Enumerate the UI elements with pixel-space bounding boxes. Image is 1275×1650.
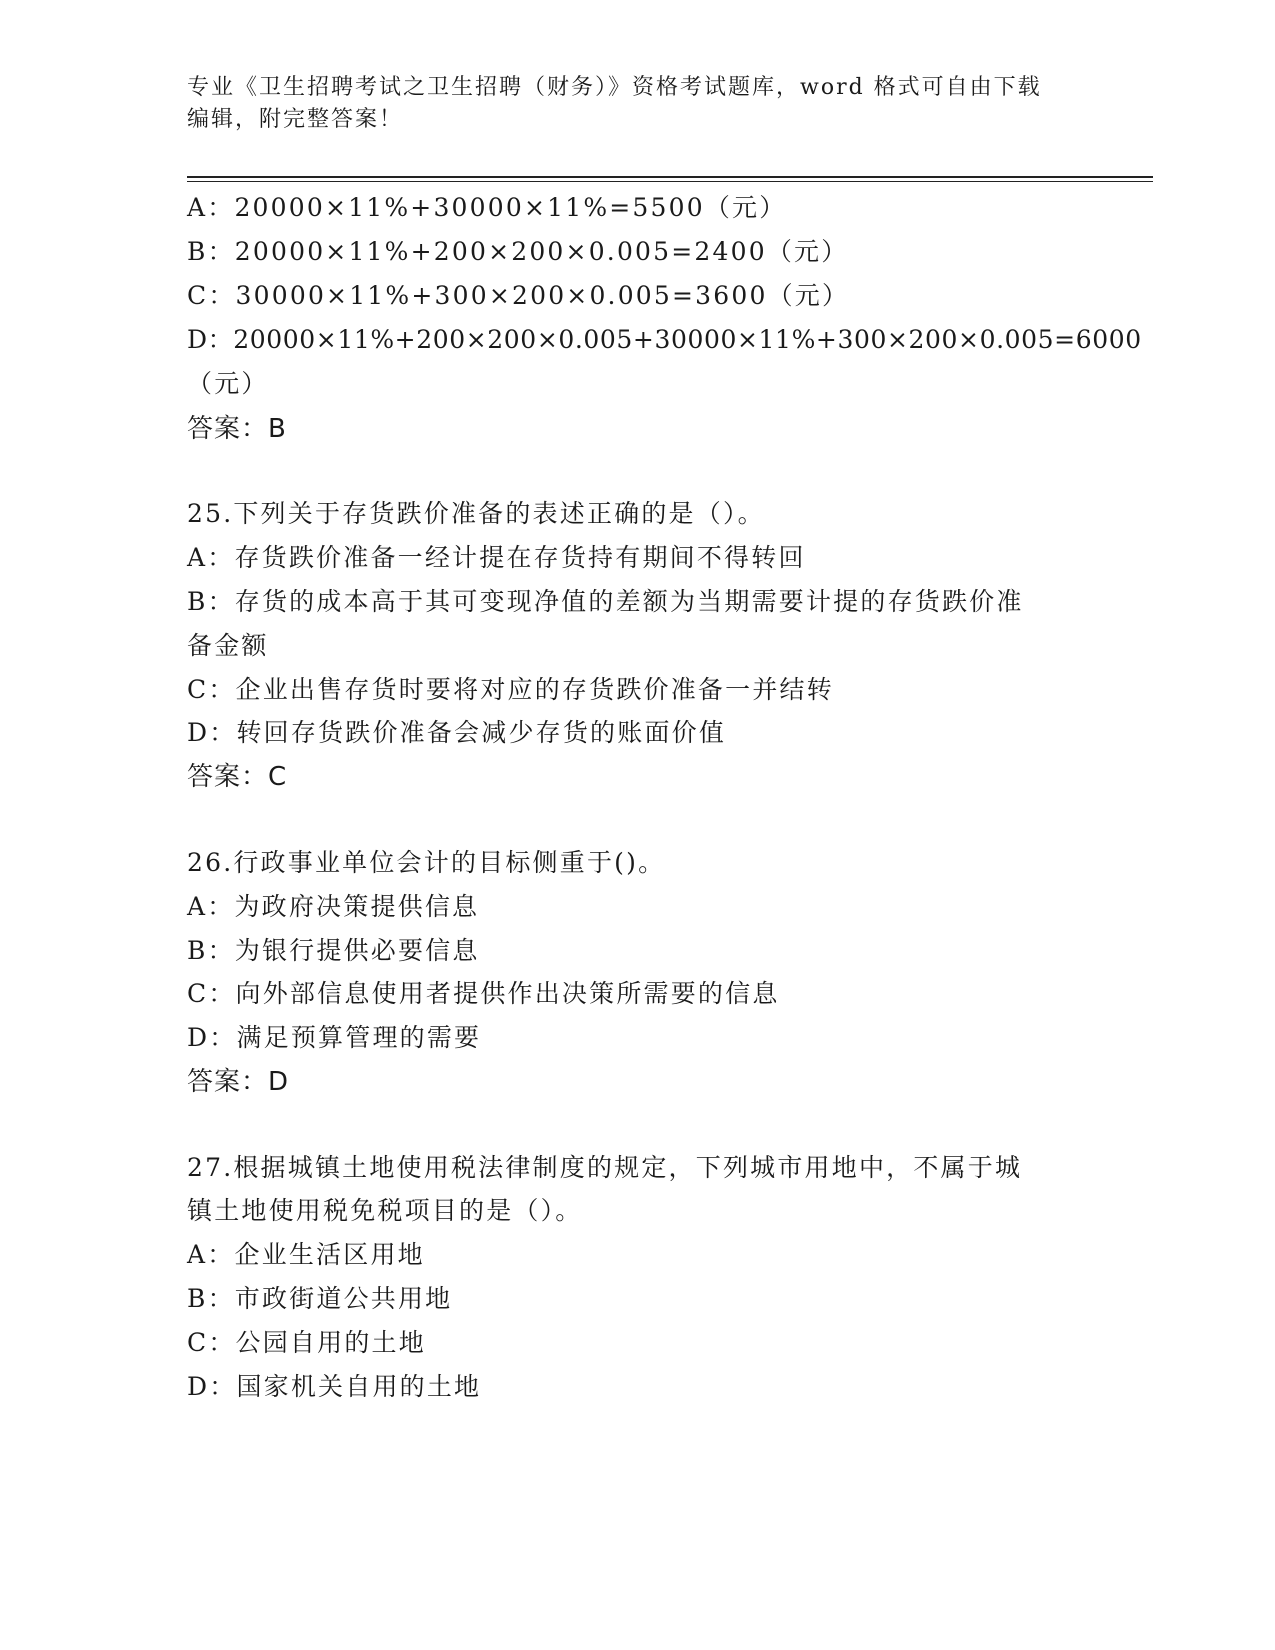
q26-stem: 26.行政事业单位会计的目标侧重于()。 — [187, 848, 666, 877]
q27-option-a: A：企业生活区用地 — [187, 1240, 425, 1269]
q26-option-a: A：为政府决策提供信息 — [187, 892, 480, 921]
q24-answer: 答案：B — [187, 414, 287, 444]
q25-answer: 答案：C — [187, 762, 288, 792]
q24-option-d: D：20000×11%+200×200×0.005+30000×11%+300×200×0.005=6000 — [187, 325, 1142, 354]
q27-stem-continued: 镇土地使用税免税项目的是（）。 — [187, 1196, 583, 1225]
q27-option-c: C：公园自用的土地 — [187, 1328, 426, 1357]
q26-answer: 答案：D — [187, 1067, 290, 1097]
header-divider — [187, 176, 1153, 178]
q25-option-a: A：存货跌价准备一经计提在存货持有期间不得转回 — [187, 543, 806, 572]
document-header — [187, 72, 1087, 136]
q27-option-d: D：国家机关自用的土地 — [187, 1372, 482, 1401]
q27-option-b: B：市政街道公共用地 — [187, 1284, 453, 1313]
q26-option-d: D：满足预算管理的需要 — [187, 1023, 482, 1052]
header-divider-thin — [187, 181, 1153, 182]
q26-option-c: C：向外部信息使用者提供作出决策所需要的信息 — [187, 979, 780, 1008]
q25-option-d: D：转回存货跌价准备会减少存货的账面价值 — [187, 718, 727, 747]
q24-option-d-continued: （元） — [187, 369, 269, 398]
q24-option-c: C：30000×11%+300×200×0.005=3600（元） — [187, 281, 850, 310]
q25-stem: 25.下列关于存货跌价准备的表述正确的是（）。 — [187, 499, 765, 528]
header-line-2: 编辑，附完整答案！ — [187, 107, 404, 132]
q25-option-b: B：存货的成本高于其可变现净值的差额为当期需要计提的存货跌价准 — [187, 587, 1024, 616]
q24-option-a: A：20000×11%+30000×11%=5500（元） — [187, 193, 787, 222]
q27-stem: 27.根据城镇土地使用税法律制度的规定，下列城市用地中，不属于城 — [187, 1153, 1023, 1182]
header-line-1: 专业《卫生招聘考试之卫生招聘（财务）》资格考试题库，word 格式可自由下载 — [187, 75, 1042, 100]
q25-option-b-continued: 备金额 — [187, 631, 269, 660]
q25-option-c: C：企业出售存货时要将对应的存货跌价准备一并结转 — [187, 675, 834, 704]
q26-option-b: B：为银行提供必要信息 — [187, 936, 480, 965]
q24-option-b: B：20000×11%+200×200×0.005=2400（元） — [187, 237, 849, 266]
